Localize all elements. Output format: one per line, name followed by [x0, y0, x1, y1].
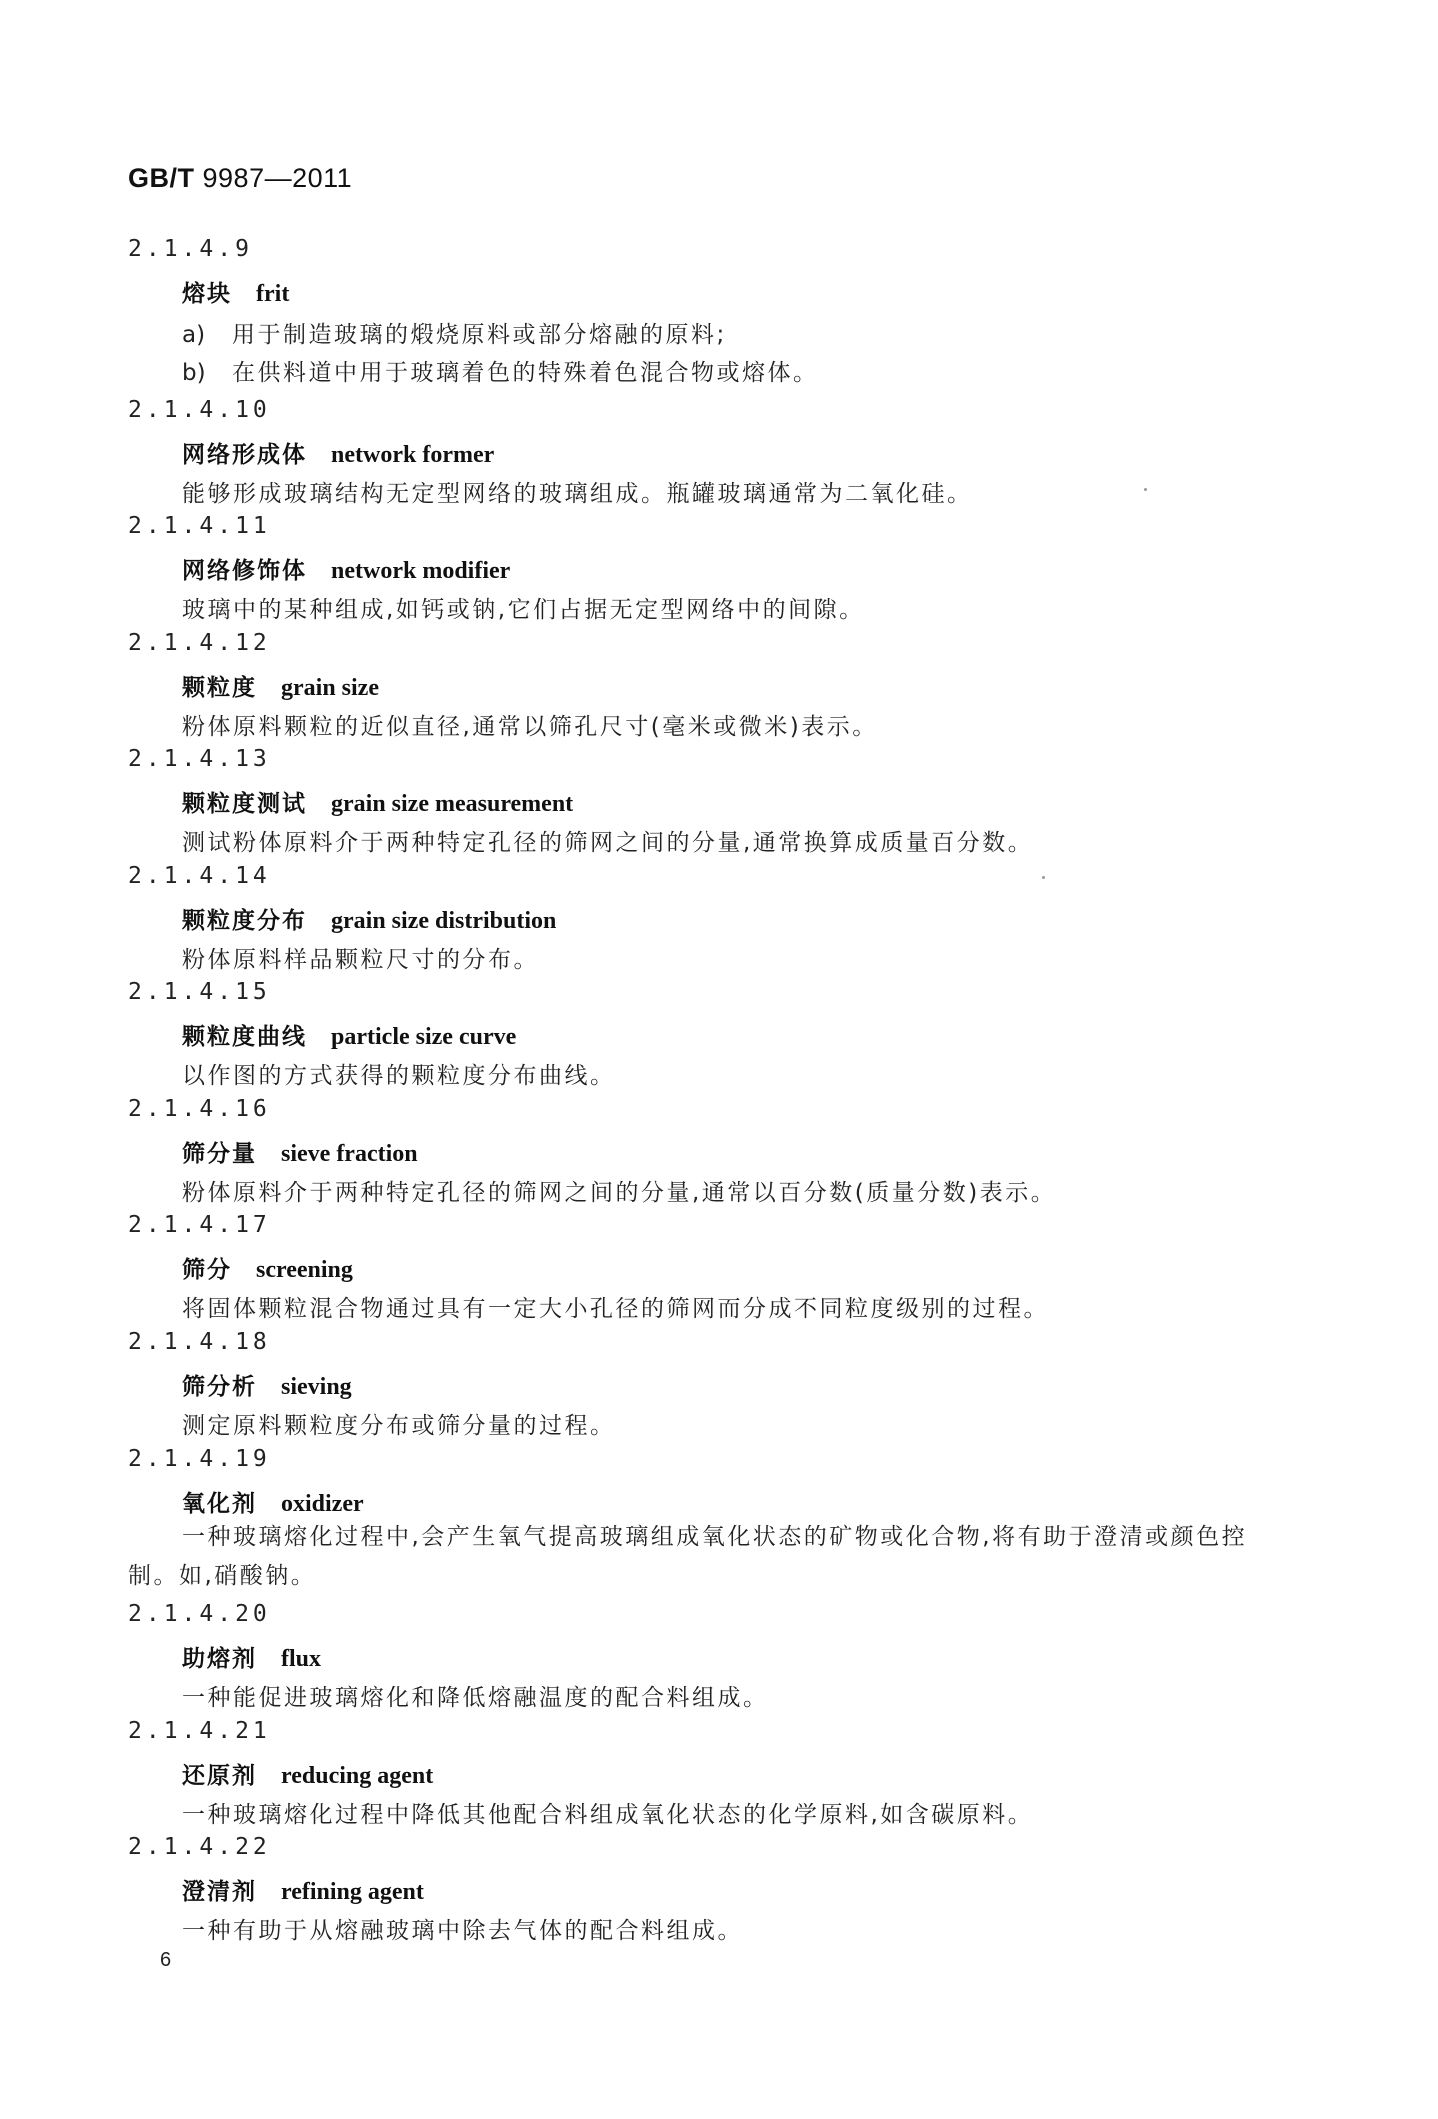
definition-item	[182, 316, 727, 349]
term-english: flux	[281, 1646, 322, 1672]
entry-term	[182, 1135, 418, 1168]
entry-term	[182, 552, 510, 585]
entry-definition: 一种玻璃熔化过程中,会产生氧气提高玻璃组成氧化状态的矿物或化合物,将有助于澄清或颜色控制。如,硝酸钠。	[128, 1524, 1248, 1589]
entry-term	[182, 1368, 352, 1401]
standard-code: 9987—2011	[202, 163, 353, 193]
entry-number: 2.1.4.12	[128, 630, 271, 656]
term-chinese: 颗粒度测试	[182, 791, 307, 817]
entry-term	[182, 669, 379, 702]
entry-definition: 将固体颗粒混合物通过具有一定大小孔径的筛网而分成不同粒度级别的过程。	[182, 1296, 1049, 1322]
standard-prefix: GB/T	[128, 163, 195, 193]
entry-definition: 能够形成玻璃结构无定型网络的玻璃组成。瓶罐玻璃通常为二氧化硅。	[182, 481, 973, 507]
item-marker: a)	[182, 322, 206, 348]
entry-definition: 粉体原料颗粒的近似直径,通常以筛孔尺寸(毫米或微米)表示。	[182, 714, 878, 740]
standard-header	[128, 163, 352, 194]
term-chinese: 网络修饰体	[182, 558, 307, 584]
term-english: network modifier	[331, 558, 511, 584]
term-chinese: 澄清剂	[182, 1879, 257, 1905]
term-english: particle size curve	[331, 1024, 517, 1050]
definition-item	[182, 354, 819, 387]
entry-term	[182, 785, 573, 818]
entry-number: 2.1.4.14	[128, 863, 271, 889]
scan-speck	[1144, 488, 1147, 491]
entry-definition: 粉体原料介于两种特定孔径的筛网之间的分量,通常以百分数(质量分数)表示。	[182, 1180, 1057, 1206]
term-english: grain size	[281, 675, 379, 701]
term-english: sieve fraction	[281, 1141, 418, 1167]
entry-definition: 粉体原料样品颗粒尺寸的分布。	[182, 947, 539, 973]
entry-definition: 测定原料颗粒度分布或筛分量的过程。	[182, 1413, 616, 1439]
item-text: 在供料道中用于玻璃着色的特殊着色混合物或熔体。	[232, 360, 819, 386]
term-english: oxidizer	[281, 1491, 364, 1517]
term-chinese: 筛分析	[182, 1374, 257, 1400]
entry-number: 2.1.4.9	[128, 236, 253, 262]
term-chinese: 熔块	[182, 281, 232, 307]
entry-term	[182, 1640, 321, 1673]
entry-definition: 一种能促进玻璃熔化和降低熔融温度的配合料组成。	[182, 1685, 769, 1711]
entry-term	[182, 1873, 424, 1906]
entry-term	[182, 1018, 516, 1051]
entry-number: 2.1.4.15	[128, 979, 271, 1005]
entry-number: 2.1.4.10	[128, 397, 271, 423]
entry-number: 2.1.4.19	[128, 1446, 271, 1472]
entry-definition: 以作图的方式获得的颗粒度分布曲线。	[182, 1063, 616, 1089]
entry-definition: 一种有助于从熔融玻璃中除去气体的配合料组成。	[182, 1918, 743, 1944]
entry-term	[182, 436, 494, 469]
entry-number: 2.1.4.20	[128, 1601, 271, 1627]
entry-term	[182, 902, 556, 935]
entry-number: 2.1.4.21	[128, 1718, 271, 1744]
item-text: 用于制造玻璃的煅烧原料或部分熔融的原料;	[232, 322, 727, 348]
entry-term	[182, 1251, 353, 1284]
term-chinese: 筛分量	[182, 1141, 257, 1167]
term-english: screening	[256, 1257, 353, 1283]
term-chinese: 筛分	[182, 1257, 232, 1283]
term-english: sieving	[281, 1374, 352, 1400]
entry-number: 2.1.4.22	[128, 1834, 271, 1860]
term-english: grain size measurement	[331, 791, 574, 817]
term-chinese: 网络形成体	[182, 442, 307, 468]
term-chinese: 颗粒度分布	[182, 908, 307, 934]
entry-number: 2.1.4.11	[128, 513, 271, 539]
term-chinese: 助熔剂	[182, 1646, 257, 1672]
item-marker: b)	[182, 360, 206, 386]
term-chinese: 氧化剂	[182, 1491, 257, 1517]
entry-number: 2.1.4.13	[128, 746, 271, 772]
term-english: refining agent	[281, 1879, 424, 1905]
entry-definition: 测试粉体原料介于两种特定孔径的筛网之间的分量,通常换算成质量百分数。	[182, 830, 1034, 856]
scan-speck	[1042, 876, 1045, 879]
term-english: frit	[256, 281, 290, 307]
term-english: reducing agent	[281, 1763, 434, 1789]
entry-term	[182, 275, 289, 308]
entry-number: 2.1.4.18	[128, 1329, 271, 1355]
term-chinese: 还原剂	[182, 1763, 257, 1789]
entry-number: 2.1.4.16	[128, 1096, 271, 1122]
entry-term	[182, 1485, 364, 1518]
entry-definition: 一种玻璃熔化过程中降低其他配合料组成氧化状态的化学原料,如含碳原料。	[182, 1802, 1034, 1828]
term-english: network former	[331, 442, 495, 468]
page-number: 6	[160, 1949, 172, 1971]
entry-term	[182, 1757, 433, 1790]
entry-definition: 玻璃中的某种组成,如钙或钠,它们占据无定型网络中的间隙。	[182, 597, 865, 623]
term-chinese: 颗粒度曲线	[182, 1024, 307, 1050]
term-english: grain size distribution	[331, 908, 557, 934]
term-chinese: 颗粒度	[182, 675, 257, 701]
entry-number: 2.1.4.17	[128, 1212, 271, 1238]
